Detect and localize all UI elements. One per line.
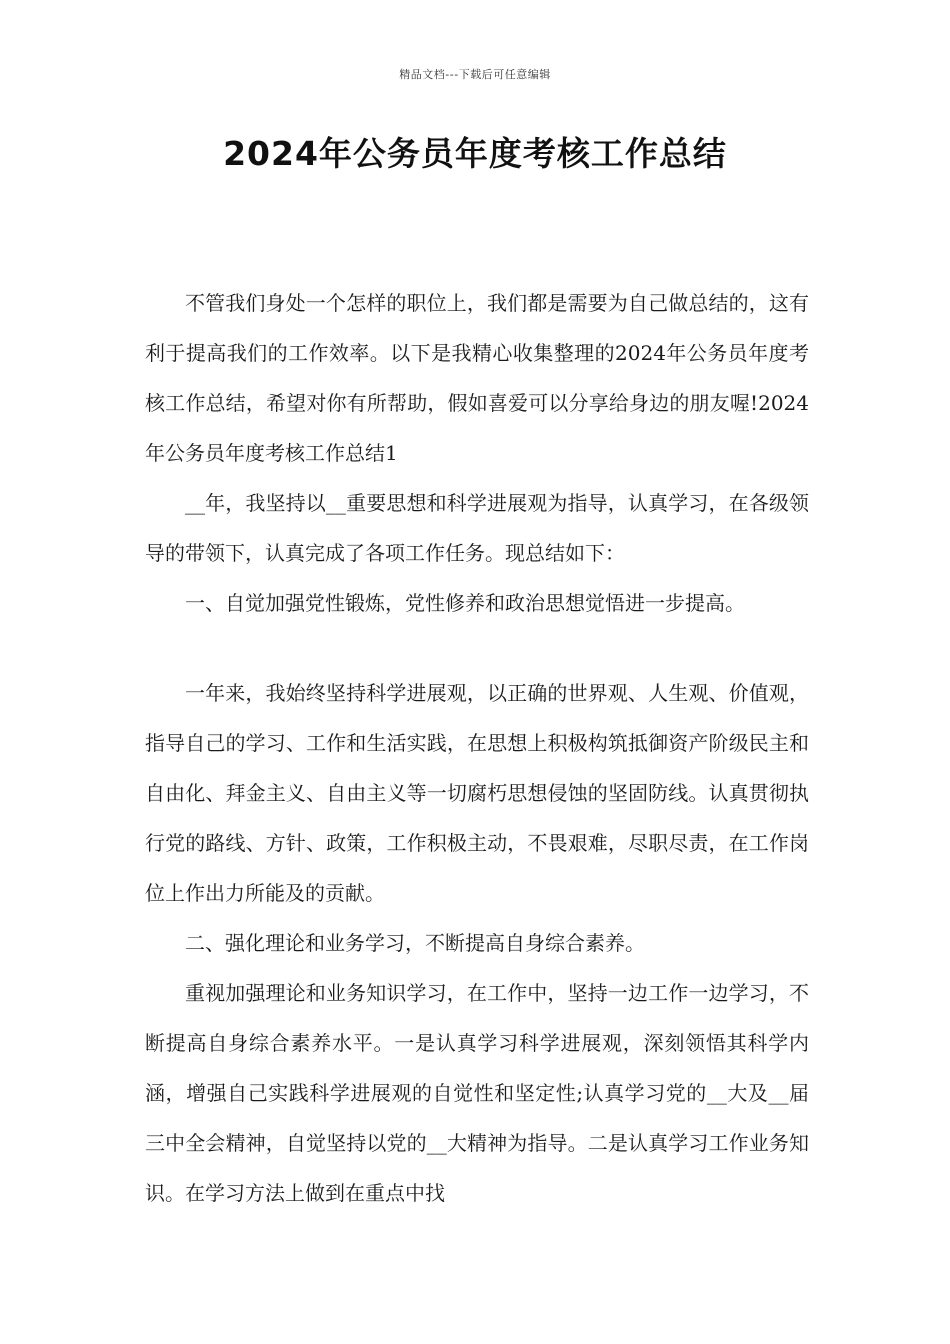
paragraph-overview: __年，我坚持以__重要思想和科学进展观为指导，认真学习，在各级领导的带领下，认真完成了各项工作任务。现总结如下： xyxy=(145,491,809,565)
document-body xyxy=(145,278,809,1218)
paragraph-intro: 不管我们身处一个怎样的职位上，我们都是需要为自己做总结的，这有利于提高我们的工作效率。以下是我精心收集整理的2024年公务员年度考核工作总结，希望对你有所帮助，假如喜爱可以分享给身边的朋友喔!2024年公务员年度考核工作总结1 xyxy=(145,291,809,465)
section-heading-2: 二、强化理论和业务学习，不断提高自身综合素养。 xyxy=(185,931,645,955)
paragraph-section-1: 一年来，我始终坚持科学进展观，以正确的世界观、人生观、价值观，指导自己的学习、工作和生活实践，在思想上积极构筑抵御资产阶级民主和自由化、拜金主义、自由主义等一切腐朽思想侵蚀的坚固防线。认真贯彻执行党的路线、方针、政策，工作积极主动，不畏艰难，尽职尽责，在工作岗位上作出力所能及的贡献。 xyxy=(145,681,809,905)
paragraph-section-2: 重视加强理论和业务知识学习，在工作中，坚持一边工作一边学习，不断提高自身综合素养水平。一是认真学习科学进展观，深刻领悟其科学内涵，增强自己实践科学进展观的自觉性和坚定性;认真学习党的__大及__届三中全会精神，自觉坚持以党的__大精神为指导。二是认真学习工作业务知识。在学习方法上做到在重点中找 xyxy=(145,981,809,1205)
document-title: 2024年公务员年度考核工作总结 xyxy=(223,134,727,173)
section-heading-1: 一、自觉加强党性锻炼，党性修养和政治思想觉悟进一步提高。 xyxy=(185,591,745,615)
header-note: 精品文档---下载后可任意编辑 xyxy=(399,68,551,81)
